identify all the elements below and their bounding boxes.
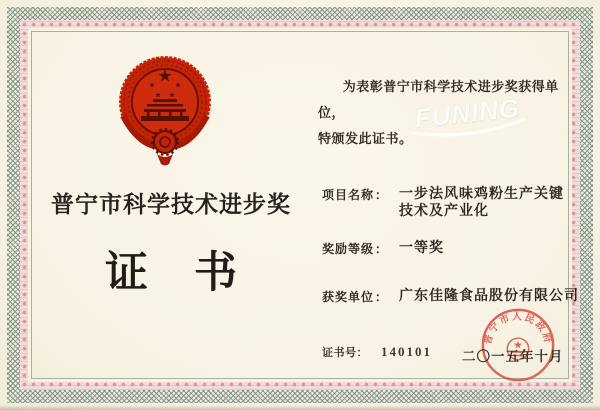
project-colon: ：	[375, 188, 388, 202]
field-award-grade	[322, 240, 444, 257]
certificate-title-char-1: 证	[105, 249, 148, 297]
winner-colon: ：	[375, 290, 388, 304]
certificate-number-value: 140101	[381, 344, 432, 359]
grade-label: 奖励等级	[322, 242, 375, 256]
certificate-title	[36, 250, 306, 297]
certificate-number-label: 证书号：	[322, 347, 368, 359]
award-title: 普宁市科学技术进步奖	[51, 191, 291, 217]
issue-date: 二〇一五年十月	[462, 349, 564, 364]
seal-text: 普宁市人民政府	[482, 311, 554, 346]
certificate-title-char-2: 书	[194, 249, 237, 297]
certificate-number	[322, 344, 432, 360]
project-value-line-1: 一步法风味鸡粉生产关键	[399, 187, 565, 202]
photo-bottom-edge	[0, 405, 600, 410]
intro-paragraph	[318, 74, 568, 152]
field-winner-unit	[322, 288, 579, 305]
national-emblem-icon	[117, 54, 213, 168]
project-value	[399, 186, 564, 220]
intro-line-2: 特颁发此证书。	[318, 131, 413, 146]
project-value-line-2: 技术及产业化	[399, 204, 490, 219]
winner-value: 广东佳隆食品股份有限公司	[399, 289, 580, 304]
project-label: 项目名称	[322, 188, 375, 202]
grade-value: 一等奖	[399, 241, 445, 256]
grade-colon: ：	[375, 242, 388, 256]
svg-text:普宁市人民政府	[481, 310, 556, 346]
field-project-name	[322, 186, 564, 220]
watermark-text: FUNING	[413, 92, 522, 134]
intro-line-1: 为表彰普宁市科学技术进步奖获得单位，	[318, 79, 559, 120]
winner-label: 获奖单位	[322, 290, 375, 304]
